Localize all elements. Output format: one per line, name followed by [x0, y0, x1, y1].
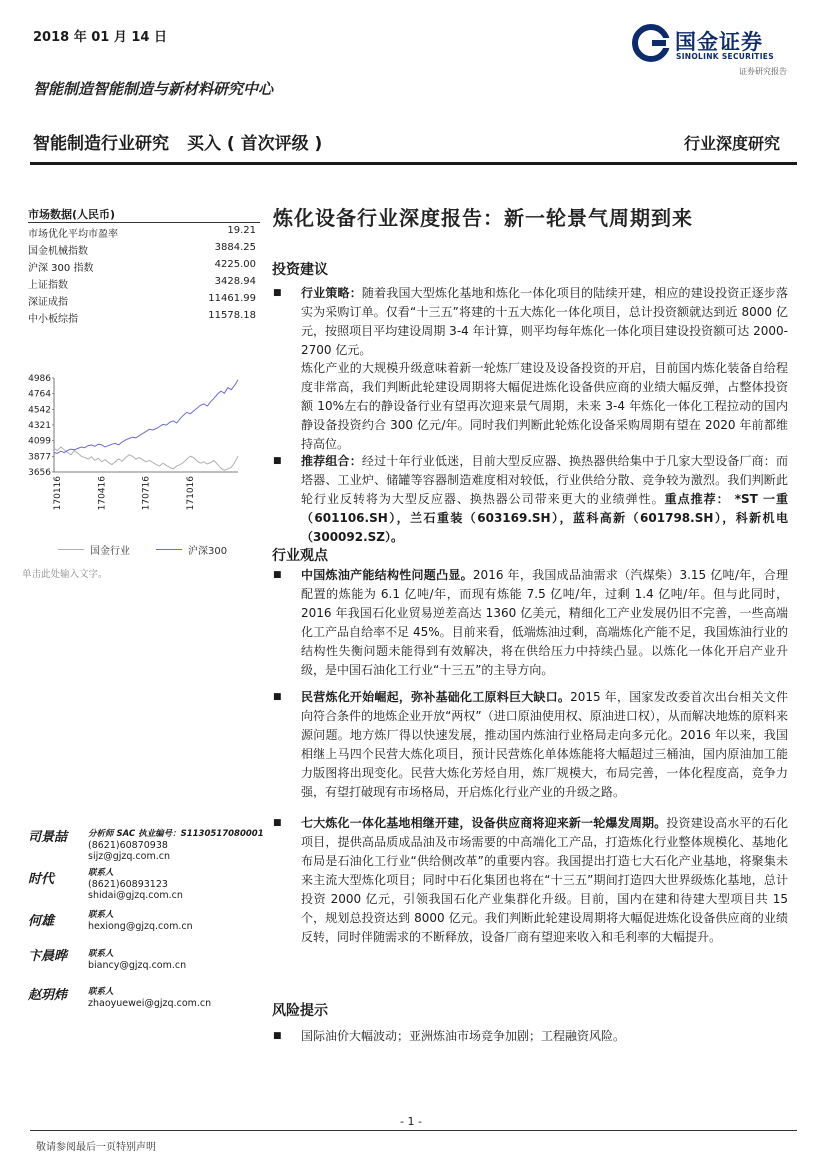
research-center: 智能制造智能制造与新材料研究中心	[33, 80, 274, 98]
analyst-role: 联系人	[88, 987, 114, 997]
market-data-divider	[28, 222, 260, 223]
footer-divider	[30, 1130, 797, 1131]
analyst-email[interactable]: hexiong@gjzq.com.cn	[88, 921, 193, 932]
analyst-phone: (8621)60870938	[88, 840, 168, 851]
analyst-role: 联系人	[88, 949, 114, 959]
analyst-name: 卞晨晔	[28, 949, 68, 964]
sidebar-hint: 单击此处输入文字。	[22, 569, 108, 580]
analyst-info	[88, 987, 211, 1009]
paragraph-risk: 国际油价大幅波动；亚洲炼油市场竞争加剧；工程融资风险。	[301, 1029, 626, 1043]
market-label: 上证指数	[28, 280, 68, 291]
analyst-name: 司景喆	[28, 830, 68, 845]
para-recommendation: 重点推荐： *ST 一重（601106.SH），兰石重装（603169.SH），蓝科高新（601798.SH），科新机电（300092.SZ）。	[301, 492, 788, 544]
analyst-phone: (8621)60893123	[88, 879, 168, 890]
logo-text: 国金证券	[675, 30, 763, 54]
y-tick-label: 4986	[28, 374, 51, 384]
analyst-email[interactable]: sijz@gjzq.com.cn	[88, 851, 170, 862]
market-row	[28, 225, 256, 240]
analyst-name: 赵玥炜	[28, 988, 68, 1003]
paragraph-view-2	[301, 688, 788, 802]
y-tick-label: 4542	[28, 405, 51, 416]
analyst-info	[88, 949, 186, 971]
market-value: 11461.99	[208, 293, 256, 304]
y-tick-label: 3656	[28, 468, 51, 478]
para-lead: 中国炼油产能结构性问题凸显。	[301, 568, 473, 582]
analyst-email[interactable]: zhaoyuewei@gjzq.com.cn	[88, 998, 212, 1009]
bullet-icon: ■	[273, 570, 282, 580]
report-title: 炼化设备行业深度报告：新一轮景气周期到来	[273, 206, 693, 230]
para-body: 2015 年，国家发改委首次出台相关文件向符合条件的地炼企业开放“两权”（进口原油使用权、原油进口权），从而解决地炼的原料来源问题。地方炼厂得以快速发展，推动国内炼油行业格局走向多元化。2016 年以来，我国相继上马四个民营大炼化项目，预计民营炼化单体炼能将大幅超过三桶油，国内原油加工能力版图将出现变化。民营大炼化芳烃自用，炼厂规模大，布局完善，一体化程度高，竞争力强，有望打破现有市场格局，开启炼化行业产业的升级之路。	[301, 690, 788, 799]
x-tick-label: 171016	[185, 476, 196, 511]
market-label: 国金机械指数	[28, 246, 88, 257]
legend-swatch-hs300	[156, 549, 182, 550]
market-row	[28, 276, 256, 291]
analyst-role: 分析师 SAC 执业编号：S1130517080001	[88, 829, 264, 839]
index-chart	[20, 368, 260, 543]
y-tick-label: 4099	[28, 436, 51, 447]
page-number: - 1 -	[400, 1115, 422, 1128]
report-type: 行业深度研究	[683, 134, 780, 153]
x-tick-label: 170116	[53, 476, 63, 511]
market-label: 市场优化平均市盈率	[28, 229, 118, 240]
market-label: 沪深 300 指数	[28, 263, 94, 274]
market-row	[28, 259, 256, 274]
analyst-role: 联系人	[88, 868, 114, 878]
section-heading: 投资建议	[272, 262, 328, 278]
analyst-email[interactable]: biancy@gjzq.com.cn	[88, 960, 187, 971]
market-label: 中小板综指	[28, 314, 78, 325]
legend-swatch-industry	[58, 549, 84, 550]
analyst-name: 何雄	[28, 914, 55, 929]
analyst-info	[88, 829, 264, 862]
market-data-title: 市场数据(人民币)	[28, 208, 116, 221]
header-divider	[30, 162, 797, 165]
x-tick-label: 170716	[141, 476, 152, 511]
paragraph-strategy	[301, 284, 788, 360]
y-tick-label: 4764	[28, 389, 51, 400]
analyst-info	[88, 910, 193, 932]
bullet-icon: ■	[273, 818, 282, 828]
analyst-name: 时代	[28, 872, 55, 887]
legend-label: 国金行业	[90, 546, 130, 557]
analyst-role: 联系人	[88, 910, 114, 920]
rating: 买入 ( 首次评级 )	[187, 134, 323, 154]
paragraph-cycle: 炼化产业的大规模升级意味着新一轮炼厂建设及设备投资的开启，目前国内炼化装备自给程度非常高，我们判断此轮建设周期将大幅促进炼化设备供应商的业绩大幅反弹，占整体投资额 10%左右的静设备行业有望再次迎来景气周期，未来 3-4 年炼化一体化工程拉动的国内静设备投资约合 300 亿元/年。同时我们判断此轮炼化设备采购周期有望在 2020 年前都维持高位。	[301, 361, 788, 451]
para-body: 经过十年行业低迷，目前大型反应器、换热器供给集中于几家大型设备厂商：而塔器、工业炉、储罐等容器制造难度相对较低，行业供给分散、竞争较为激烈。我们判断此轮行业反转将为大型反应器、换热器公司带来更大的业绩弹性。	[301, 454, 788, 506]
analyst-email[interactable]: shidai@gjzq.com.cn	[88, 890, 183, 901]
logo-icon	[632, 24, 670, 62]
para-body: 投资建设高水平的石化项目，提供高品质成品油及市场需要的中高端化工产品，打造炼化行业整体规模化、基地化布局是石油化工行业“供给侧改革”的重要内容。我国提出打造七大石化产业基地，将聚集未来主流大型炼化项目；同时中石化集团也将在“十三五”期间打造四大世界级炼化基地，总计投资 2000 亿元，引领我国石化产业集群化升级。目前，国内在建和待建大型项目共 15 个，规划总投资达到 8000 亿元。我们判断此轮建设周期将大幅促进炼化设备供应商的业绩反转，同时伴随需求的不断释放，设备厂商有望迎来收入和毛利率的大幅提升。	[301, 816, 788, 944]
market-row	[28, 242, 256, 257]
bullet-icon: ■	[273, 1031, 282, 1041]
series-line-industry	[54, 447, 238, 470]
paragraph-portfolio	[301, 452, 788, 547]
para-lead: 民营炼化开始崛起，弥补基础化工原料巨大缺口。	[301, 690, 571, 704]
section-heading: 行业观点	[272, 548, 328, 564]
footer-note: 敬请参阅最后一页特别声明	[36, 1142, 156, 1153]
section-heading: 风险提示	[272, 1003, 328, 1019]
bullet-icon: ■	[273, 456, 282, 466]
para-body: 随着我国大型炼化基地和炼化一体化项目的陆续开建，相应的建设投资正逐步落实为采购订单。仅看“十三五”将建的十五大炼化一体化项目，总计投资额就达到近 8000 亿元，按照项目平均建设周期 3-4 年计算，则平均每年炼化一体化项目建设投资额可达 2000-2700 亿元。	[301, 286, 788, 357]
para-body: 2016 年，我国成品油需求（汽煤柴）3.15 亿吨/年，合理配置的炼能为 6.1 亿吨/年，而现有炼能 7.5 亿吨/年，过剩 1.4 亿吨/年。但与此同时，2016 年我国石化业贸易逆差高达 1360 亿美元，精细化工产业发展仍旧不完善，一些高端化工产品自给率不足 45%。目前来看，低端炼油过剩，高端炼化产能不足，我国炼油行业的结构性失衡问题未能得到有效解决，将在供给压力中持续凸显。以炼化一体化开启产业升级，是中国石油化工行业“十三五”的主导方向。	[301, 568, 788, 677]
analyst-info	[88, 868, 183, 901]
industry-rating-line	[33, 129, 322, 154]
market-value: 11578.18	[208, 310, 256, 321]
chart-legend	[58, 542, 227, 557]
market-value: 4225.00	[214, 259, 256, 270]
paragraph-view-1	[301, 566, 788, 680]
legend-label: 沪深300	[188, 546, 228, 557]
y-tick-label: 3877	[28, 452, 51, 463]
logo-subtitle: 证券研究报告	[739, 67, 787, 76]
x-tick-label: 170416	[97, 476, 108, 511]
para-lead: 七大炼化一体化基地相继开建，设备供应商将迎来新一轮爆发周期。	[301, 816, 667, 830]
bullet-icon: ■	[273, 692, 282, 702]
industry-research: 智能制造行业研究	[33, 134, 169, 154]
y-tick-label: 4321	[28, 421, 51, 431]
para-lead: 推荐组合：	[301, 454, 362, 468]
market-row	[28, 310, 256, 325]
series-line-hs300	[54, 380, 238, 454]
market-row	[28, 293, 256, 308]
paragraph-view-3	[301, 814, 788, 947]
logo-english: SINOLINK SECURITIES	[676, 52, 774, 61]
market-label: 深证成指	[28, 297, 68, 308]
report-date: 2018 年 01 月 14 日	[33, 30, 167, 45]
market-value: 3428.94	[214, 276, 256, 287]
market-value: 3884.25	[214, 242, 256, 253]
bullet-icon: ■	[273, 288, 282, 298]
para-lead: 行业策略：	[301, 286, 362, 300]
market-value: 19.21	[227, 225, 256, 236]
